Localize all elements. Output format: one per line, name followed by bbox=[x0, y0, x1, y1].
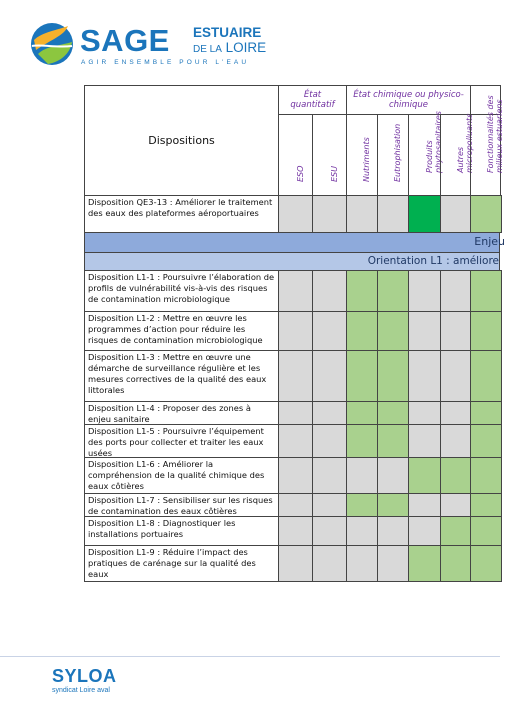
table-row-cell bbox=[470, 457, 502, 494]
table-row-cell bbox=[312, 545, 347, 582]
table-row-cell bbox=[440, 457, 471, 494]
header-dispositions bbox=[84, 85, 279, 196]
column-produits-phytosanitaires bbox=[408, 111, 443, 196]
table-row-cell bbox=[440, 270, 471, 312]
table-row-cell bbox=[470, 516, 502, 546]
table-row-cell bbox=[312, 457, 347, 494]
table-row-cell bbox=[440, 545, 471, 582]
table-row-cell bbox=[470, 311, 502, 351]
table-row-cell bbox=[470, 545, 502, 582]
table-row-cell bbox=[408, 493, 441, 517]
logo-loire-word: LOIRE bbox=[225, 40, 267, 55]
table-row-cell bbox=[408, 401, 441, 425]
table-row-cell bbox=[470, 424, 502, 458]
table-row-cell bbox=[377, 401, 409, 425]
table-row-cell bbox=[440, 516, 471, 546]
table-row-label-cell: Disposition L1-6 : Améliorer la compréhension de la qualité chimique des eaux côtières bbox=[84, 457, 279, 494]
table-row-cell bbox=[408, 270, 441, 312]
group-etat-chimique-label: État chimique ou physico-chimique bbox=[353, 90, 464, 110]
group-etat-chimique bbox=[346, 85, 471, 115]
sage-emblem-icon bbox=[28, 20, 76, 68]
table-row-cell bbox=[312, 270, 347, 312]
table-row-cell bbox=[278, 401, 313, 425]
orientation-band bbox=[84, 252, 500, 271]
table-row-label-cell: Disposition L1-2 : Mettre en œuvre les programmes d’action pour réduire les risques de contamination microbiologique bbox=[84, 311, 279, 351]
table-row-label-cell: Disposition L1-4 : Proposer des zones à enjeu sanitaire bbox=[84, 401, 279, 425]
table-row-cell bbox=[346, 270, 378, 312]
column-esu-label: ESU bbox=[329, 166, 339, 182]
column-produits-phytosanitaires-label: Produits phytosanitaires bbox=[424, 111, 443, 173]
table-row-cell bbox=[312, 424, 347, 458]
table-row-cell bbox=[408, 350, 441, 402]
table-row-cell bbox=[346, 493, 378, 517]
table-row-cell bbox=[346, 545, 378, 582]
syloa-subtitle: syndicat Loire aval bbox=[52, 687, 110, 694]
table-row-cell bbox=[408, 545, 441, 582]
table-row-cell bbox=[278, 270, 313, 312]
enjeu-band bbox=[84, 232, 505, 253]
column-autres-micropolluants bbox=[440, 113, 474, 196]
table-row-cell bbox=[346, 311, 378, 351]
table-row-cell bbox=[377, 516, 409, 546]
table-row-cell bbox=[377, 457, 409, 494]
group-etat-quantitatif bbox=[278, 85, 347, 115]
table-row-label-cell: Disposition L1-5 : Poursuivre l’équipement des ports pour collecter et traiter les eaux usées bbox=[84, 424, 279, 458]
table-row-cell bbox=[377, 493, 409, 517]
column-eutrophisation-label: Eutrophisation bbox=[393, 123, 402, 182]
header-dispositions-label: Dispositions bbox=[148, 134, 215, 147]
logo-sage-text: SAGE bbox=[80, 23, 170, 58]
row-before-cell bbox=[278, 195, 313, 233]
table-row-cell bbox=[408, 424, 441, 458]
table-row-cell bbox=[440, 350, 471, 402]
table-row-cell bbox=[440, 311, 471, 351]
table-row-cell bbox=[408, 457, 441, 494]
table-row-cell bbox=[470, 401, 502, 425]
table-row-cell bbox=[408, 311, 441, 351]
table-row-cell bbox=[408, 516, 441, 546]
logo-loire-text bbox=[193, 40, 266, 57]
table-row-cell bbox=[278, 493, 313, 517]
table-row-cell bbox=[278, 311, 313, 351]
table-row-label-cell: Disposition L1-7 : Sensibiliser sur les risques de contamination des eaux côtières bbox=[84, 493, 279, 517]
table-row-cell bbox=[278, 350, 313, 402]
table-row-label-cell: Disposition L1-3 : Mettre en œuvre une démarche de surveillance régulière et les mesures correctives de la qualité des eaux littorales bbox=[84, 350, 279, 402]
row-before-cell bbox=[408, 195, 441, 233]
column-fonctionnalites bbox=[470, 95, 504, 196]
row-before-cell bbox=[312, 195, 347, 233]
row-before-label-cell: Disposition QE3-13 : Améliorer le traitement des eaux des plateformes aéroportuaires bbox=[84, 195, 279, 233]
table-row-cell bbox=[440, 424, 471, 458]
table-row-cell bbox=[312, 516, 347, 546]
row-before-cell bbox=[377, 195, 409, 233]
table-row-cell bbox=[377, 311, 409, 351]
table-row-label-cell: Disposition L1-1 : Poursuivre l’élaboration de profils de vulnérabilité vis-à-vis des risques de contamination microbiologique bbox=[84, 270, 279, 312]
table-row-label-cell: Disposition L1-8 : Diagnostiquer les installations portuaires bbox=[84, 516, 279, 546]
table-row-cell bbox=[312, 493, 347, 517]
table-row-cell bbox=[346, 424, 378, 458]
group-etat-quantitatif-label: État quantitatif bbox=[290, 90, 335, 110]
sage-logo bbox=[28, 20, 288, 72]
table-row-cell bbox=[312, 350, 347, 402]
table-row-cell bbox=[470, 350, 502, 402]
table-row-cell bbox=[377, 545, 409, 582]
row-before-cell bbox=[470, 195, 502, 233]
table-row-cell bbox=[312, 311, 347, 351]
table-row-cell bbox=[278, 457, 313, 494]
row-before-cell bbox=[346, 195, 378, 233]
table-row-cell bbox=[470, 270, 502, 312]
syloa-brand: SYLOA bbox=[52, 666, 117, 686]
column-fonctionnalites-label: Fonctionnalités des milieux estuariens bbox=[485, 95, 504, 173]
table-row-cell bbox=[346, 516, 378, 546]
table-row-cell bbox=[377, 424, 409, 458]
row-before-cell bbox=[440, 195, 471, 233]
table-row-cell bbox=[470, 493, 502, 517]
orientation-band-label: Orientation L1 : améliore bbox=[367, 255, 499, 267]
table-row-cell bbox=[377, 350, 409, 402]
syloa-logo bbox=[52, 666, 117, 695]
column-autres-micropolluants-label: Autres micropolluants bbox=[455, 113, 474, 173]
table-row-cell bbox=[440, 493, 471, 517]
footer-divider bbox=[0, 656, 500, 657]
table-row-cell bbox=[312, 401, 347, 425]
column-esu bbox=[312, 114, 347, 196]
logo-tagline: AGIR ENSEMBLE POUR L'EAU bbox=[81, 59, 250, 66]
logo-estuaire-text: ESTUAIRE bbox=[193, 25, 262, 40]
column-eso bbox=[278, 114, 313, 196]
table-row-cell bbox=[377, 270, 409, 312]
table-row-cell bbox=[278, 424, 313, 458]
logo-de-la-text: DE LA bbox=[193, 44, 222, 55]
column-eso-label: ESO bbox=[295, 165, 305, 182]
column-eutrophisation bbox=[377, 114, 409, 196]
enjeu-band-label: Enjeu bbox=[474, 235, 505, 248]
table-row-cell bbox=[346, 457, 378, 494]
table-row-label-cell: Disposition L1-9 : Réduire l’impact des pratiques de carénage sur la qualité des eaux bbox=[84, 545, 279, 582]
table-row-cell bbox=[278, 545, 313, 582]
column-nutriments bbox=[346, 114, 378, 196]
column-nutriments-label: Nutriments bbox=[362, 137, 371, 182]
table-row-cell bbox=[346, 401, 378, 425]
table-row-cell bbox=[346, 350, 378, 402]
table-row-cell bbox=[440, 401, 471, 425]
table-row-cell bbox=[278, 516, 313, 546]
